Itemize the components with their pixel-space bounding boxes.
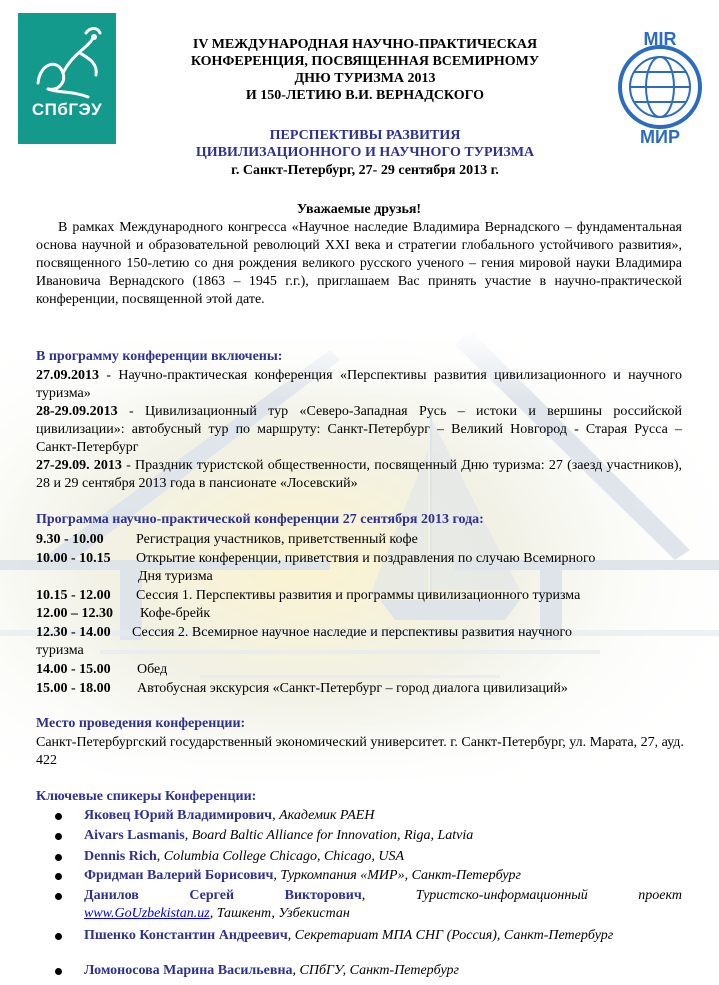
svg-text:MIR: MIR [643,29,677,49]
schedule-row: 12.00 – 12.30 Кофе-брейк [36,606,211,621]
speaker-item: Ломоносова Марина Васильевна, СПбГУ, Санкт-Петербург [56,962,682,980]
bullet-icon [55,873,62,880]
speaker-item: Фридман Валерий Борисович, Туркомпания «МИР», Санкт-Петербург [56,867,682,885]
svg-text:МИР: МИР [640,127,680,147]
schedule-row: 10.15 - 12.00 Сессия 1. Перспективы развития и программы цивилизационного туризма [36,588,581,603]
schedule-row: 10.00 - 10.15 Открытие конференции, приветствия и поздравления по случаю Всемирного [36,551,596,566]
schedule-row-continued: туризма [36,643,84,658]
schedule-title: Программа научно-практической конференции 27 сентября 2013 года: [36,512,484,527]
schedule-row-continued: Дня туризма [138,569,213,584]
university-logo [18,13,116,144]
schedule-row: 9.30 - 10.00 Регистрация участников, приветственный кофе [36,532,418,547]
speaker-item: Яковец Юрий Владимирович, Академик РАЕН [56,807,682,825]
griffin-icon [18,13,116,144]
conference-place-date: г. Санкт-Петербург, 27- 29 сентября 2013 г. [231,163,499,178]
speaker-item: Данилов Сергей Викторович, Туристско-информационный проект www.GoUzbekistan.uz, Ташкент, Узбекистан [56,887,682,923]
speaker-item: Dennis Rich, Columbia College Chicago, Chicago, USA [56,848,682,866]
schedule-row: 15.00 - 18.00 Автобусная экскурсия «Санкт-Петербург – город диалога цивилизаций» [36,681,568,696]
schedule-row: 14.00 - 15.00 Обед [36,662,168,677]
conference-title: IV МЕЖДУНАРОДНАЯ НАУЧНО-ПРАКТИЧЕСКАЯ КОНФЕРЕНЦИЯ, ПОСВЯЩЕННАЯ ВСЕМИРНОМУ ДНЮ ТУРИЗМА 2013 И 150-ЛЕТИЮ В.И. ВЕРНАДСКОГО [190,37,540,103]
greeting: Уважаемые друзья! [296,202,422,217]
travel-company-logo [610,25,710,155]
speaker-item: Aivars Lasmanis, Board Baltic Alliance for Innovation, Riga, Latvia [56,827,682,845]
intro-paragraph: В рамках Международного конгресса «Научное наследие Владимира Вернадского – фундаментальная основа научной и образовательной революций XXI века и стратегии глобального устойчивого развития», посвященного 150-летию со дня рождения великого русского ученого – гения мировой науки Владимира Ивановича Вернадского (1863 – 1945 г.г.), приглашаем Вас принять участие в научно-практической конференции, посвященной этой дате. [36,220,682,307]
logo-text: СПбГЭУ [31,100,103,119]
globe-icon [610,25,710,155]
program-item: 28-29.09.2013 - Цивилизационный тур «Северо-Западная Русь – истоки и вершины российской цивилизации»: автобусный тур по маршруту: Санкт-Петербург – Великий Новгород - Старая Русса – Санкт-Петербург [36,404,682,455]
speakers-title: Ключевые спикеры Конференции: [36,789,257,804]
bullet-icon [55,968,62,975]
project-link[interactable]: www.GoUzbekistan.uz [84,906,210,921]
bullet-icon [55,893,62,900]
program-item: 27-29.09. 2013 - Праздник туристской общественности, посвященный Дню туризма: 27 (заезд участников), 28 и 29 сентября 2013 года в пансионате «Лосевский» [36,458,682,491]
venue-text: Санкт-Петербургский государственный экономический университет. г. Санкт-Петербург, ул. Марата, 27, ауд. 422 [36,735,684,768]
program-item: 27.09.2013 - Научно-практическая конференция «Перспективы развития цивилизационного и научного туризма» [36,368,682,401]
schedule-row: 12.30 - 14.00 Сессия 2. Всемирное научное наследие и перспективы развития научного [36,625,572,640]
bullet-icon [55,813,62,820]
bullet-icon [55,833,62,840]
bullet-icon [55,854,62,861]
venue-title: Место проведения конференции: [36,716,246,731]
conference-subtitle: ПЕРСПЕКТИВЫ РАЗВИТИЯ ЦИВИЛИЗАЦИОННОГО И НАУЧНОГО ТУРИЗМА [195,128,535,160]
bullet-icon [55,933,62,940]
program-title: В программу конференции включены: [36,349,283,364]
speaker-item: Пшенко Константин Андреевич, Секретариат МПА СНГ (Россия), Санкт-Петербург [56,927,682,945]
